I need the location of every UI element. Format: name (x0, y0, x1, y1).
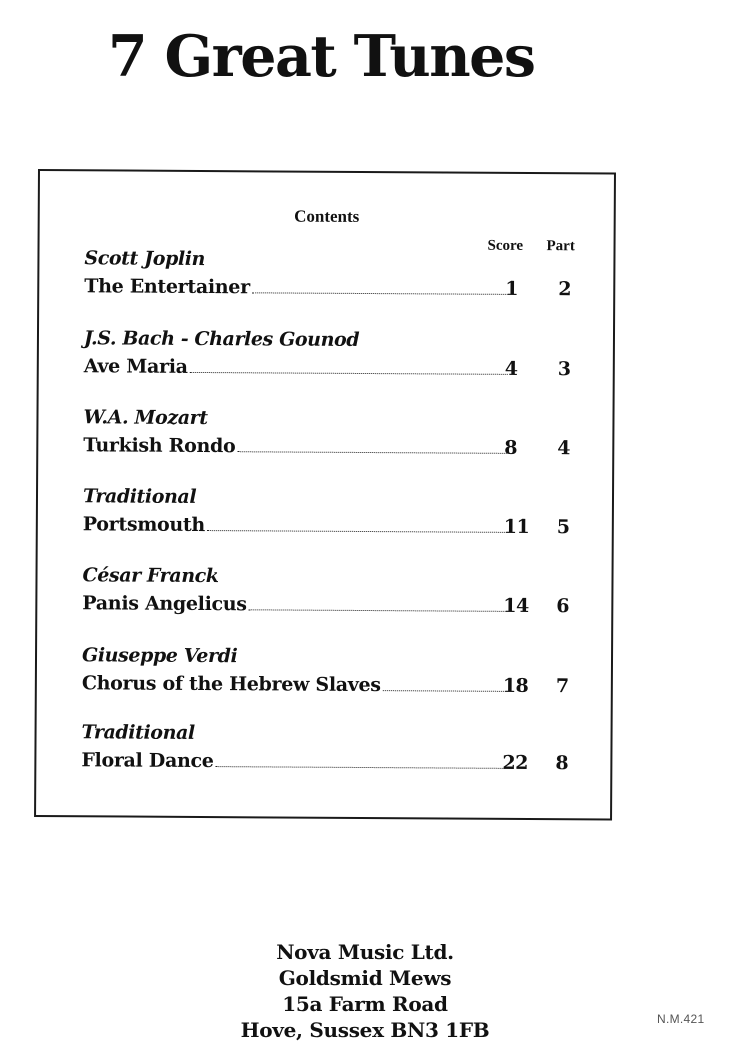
publisher-address-line: Hove, Sussex BN3 1FB (240, 1018, 490, 1042)
composer-name: Scott Joplin (84, 247, 206, 271)
composer-name: César Franck (82, 564, 219, 588)
publisher-address-line: Goldsmid Mews (278, 966, 452, 990)
tune-line (82, 592, 506, 617)
contents-entry (83, 406, 583, 469)
part-page-number: 8 (555, 752, 569, 775)
dot-leader (207, 529, 507, 533)
part-page-number: 7 (555, 675, 570, 698)
score-page-number: 1 (505, 277, 519, 300)
composer-name: J.S. Bach - Charles Gounod (83, 327, 360, 351)
part-column-header: Part (546, 238, 575, 255)
catalog-number: N.M.421 (657, 1012, 705, 1026)
tune-line (84, 355, 508, 380)
score-page-number: 14 (503, 594, 529, 618)
dot-leader (237, 450, 507, 454)
dot-leader (190, 371, 508, 375)
tune-title: Portsmouth (82, 513, 206, 537)
part-page-number: 4 (557, 437, 571, 460)
tune-line (82, 672, 506, 697)
tune-title: Chorus of the Hebrew Slaves (81, 672, 381, 697)
score-page-number: 22 (502, 751, 528, 775)
tune-line (83, 434, 507, 459)
score-page-number: 11 (503, 515, 530, 539)
contents-entry (84, 327, 584, 390)
score-page-number: 8 (504, 436, 518, 459)
contents-heading: Contents (294, 206, 360, 226)
part-page-number: 5 (556, 516, 571, 539)
contents-entry (82, 564, 582, 627)
part-page-number: 2 (558, 278, 572, 301)
score-page-number: 18 (502, 674, 529, 698)
composer-name: Traditional (82, 485, 197, 508)
part-page-number: 3 (557, 358, 572, 381)
dot-leader (216, 765, 506, 769)
contents-entry (82, 644, 582, 707)
dot-leader (383, 689, 506, 692)
tune-title: The Entertainer (84, 275, 250, 299)
tune-line (83, 513, 507, 538)
tune-title: Panis Angelicus (82, 592, 247, 616)
contents-entry (84, 247, 584, 310)
tune-title: Turkish Rondo (83, 434, 236, 458)
page-title: 7 Great Tunes (108, 23, 535, 90)
part-page-number: 6 (556, 595, 570, 618)
contents-entry (83, 485, 583, 548)
tune-title: Ave Maria (83, 355, 188, 378)
score-page-number: 4 (504, 357, 518, 380)
publisher-block (180, 939, 550, 1043)
tune-line (84, 275, 508, 300)
composer-name: W.A. Mozart (83, 406, 208, 430)
dot-leader (249, 608, 507, 612)
dot-leader (252, 291, 508, 295)
tune-line (81, 749, 505, 774)
tune-title: Floral Dance (81, 749, 214, 773)
composer-name: Traditional (81, 721, 195, 744)
score-column-header: Score (487, 237, 524, 254)
publisher-name: Nova Music Ltd. (276, 940, 454, 964)
composer-name: Giuseppe Verdi (81, 644, 238, 668)
contents-box (34, 169, 616, 821)
contents-entry (81, 721, 581, 784)
publisher-address-line: 15a Farm Road (282, 992, 448, 1016)
